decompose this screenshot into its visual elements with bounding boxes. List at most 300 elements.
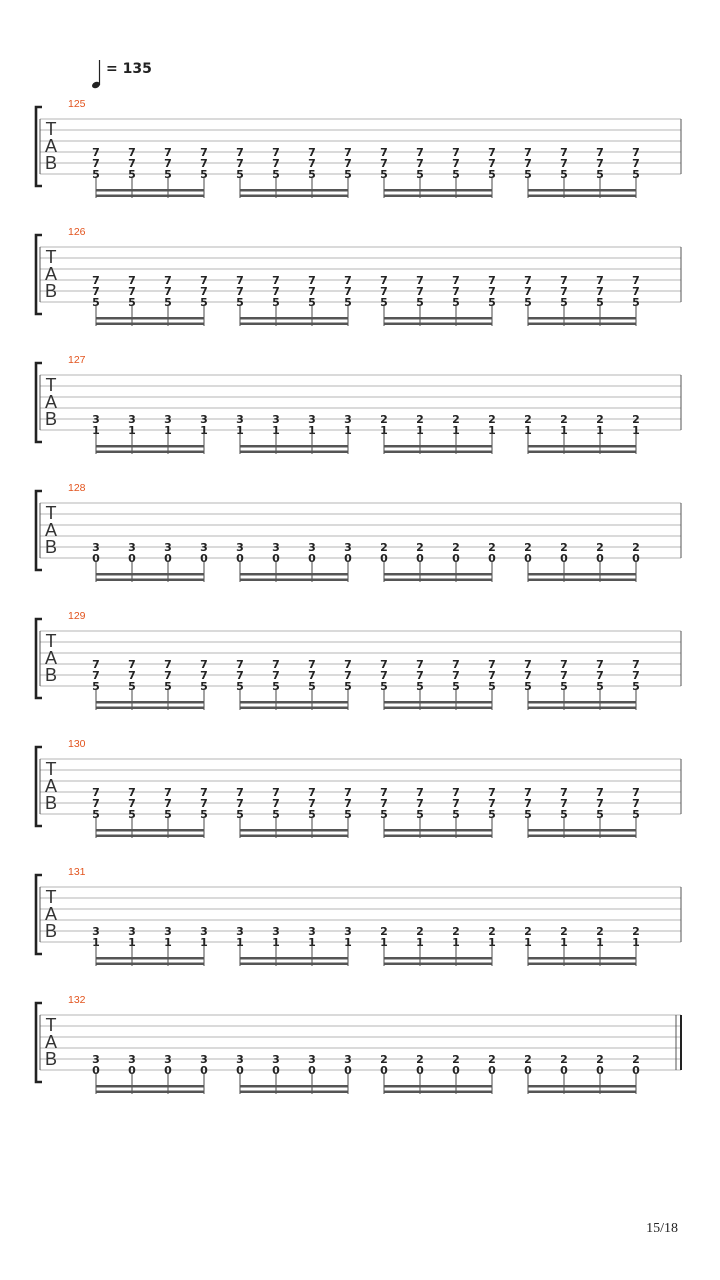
fret-number: 0 <box>632 1064 640 1077</box>
fret-number: 7 <box>92 274 100 287</box>
fret-number: 7 <box>524 285 532 298</box>
fret-number: 7 <box>344 274 352 287</box>
fret-number: 0 <box>236 1064 244 1077</box>
fret-number: 7 <box>308 797 316 810</box>
fret-number: 5 <box>236 808 244 821</box>
fret-number: 7 <box>272 786 280 799</box>
fret-number: 1 <box>524 936 532 949</box>
beam <box>96 829 205 832</box>
fret-number: 7 <box>272 285 280 298</box>
fret-number: 3 <box>92 541 100 554</box>
fret-number: 7 <box>596 669 604 682</box>
measure-130 <box>36 738 681 838</box>
beam <box>240 317 349 320</box>
fret-number: 1 <box>524 424 532 437</box>
fret-number: 7 <box>416 797 424 810</box>
fret-number: 5 <box>452 296 460 309</box>
fret-number: 1 <box>272 424 280 437</box>
measure-126 <box>36 226 681 326</box>
fret-number: 7 <box>308 786 316 799</box>
fret-number: 7 <box>272 658 280 671</box>
fret-number: 7 <box>92 285 100 298</box>
fret-number: 0 <box>128 552 136 565</box>
fret-number: 3 <box>164 413 172 426</box>
fret-number: 7 <box>272 274 280 287</box>
fret-number: 5 <box>416 296 424 309</box>
fret-number: 2 <box>524 1053 532 1066</box>
fret-number: 7 <box>416 285 424 298</box>
beam <box>528 1091 637 1094</box>
fret-number: 2 <box>488 413 496 426</box>
fret-number: 7 <box>272 669 280 682</box>
fret-number: 7 <box>560 285 568 298</box>
fret-number: 7 <box>128 797 136 810</box>
fret-number: 5 <box>128 168 136 181</box>
fret-number: 5 <box>632 296 640 309</box>
beam <box>96 1091 205 1094</box>
fret-number: 2 <box>488 925 496 938</box>
beam <box>240 451 349 454</box>
fret-number: 7 <box>344 146 352 159</box>
tab-clef-letter: A <box>44 136 58 156</box>
tab-clef-letter: T <box>45 375 57 395</box>
fret-number: 5 <box>236 168 244 181</box>
tab-clef-letter: B <box>44 153 58 173</box>
fret-number: 5 <box>344 168 352 181</box>
fret-number: 1 <box>344 424 352 437</box>
fret-number: 7 <box>200 285 208 298</box>
fret-number: 5 <box>416 168 424 181</box>
fret-number: 7 <box>92 786 100 799</box>
fret-number: 7 <box>596 797 604 810</box>
fret-number: 5 <box>272 168 280 181</box>
fret-number: 7 <box>560 274 568 287</box>
beam <box>96 835 205 838</box>
fret-number: 0 <box>164 552 172 565</box>
fret-number: 7 <box>632 285 640 298</box>
fret-number: 5 <box>632 168 640 181</box>
fret-number: 5 <box>596 808 604 821</box>
fret-number: 5 <box>308 296 316 309</box>
fret-number: 5 <box>596 168 604 181</box>
fret-number: 2 <box>560 925 568 938</box>
fret-number: 7 <box>452 658 460 671</box>
fret-number: 0 <box>272 1064 280 1077</box>
fret-number: 2 <box>632 1053 640 1066</box>
fret-number: 7 <box>380 157 388 170</box>
fret-number: 3 <box>308 413 316 426</box>
fret-number: 7 <box>344 285 352 298</box>
fret-number: 3 <box>164 541 172 554</box>
beam <box>384 1085 493 1088</box>
fret-number: 2 <box>560 413 568 426</box>
fret-number: 5 <box>380 808 388 821</box>
fret-number: 5 <box>560 296 568 309</box>
fret-number: 7 <box>416 157 424 170</box>
fret-number: 0 <box>344 1064 352 1077</box>
fret-number: 3 <box>200 541 208 554</box>
beam <box>96 1085 205 1088</box>
beam <box>384 701 493 704</box>
fret-number: 3 <box>272 925 280 938</box>
fret-number: 5 <box>524 808 532 821</box>
fret-number: 5 <box>560 168 568 181</box>
fret-number: 7 <box>164 157 172 170</box>
fret-number: 1 <box>164 424 172 437</box>
fret-number: 7 <box>236 146 244 159</box>
fret-number: 7 <box>488 285 496 298</box>
fret-number: 2 <box>380 1053 388 1066</box>
fret-number: 3 <box>272 541 280 554</box>
fret-number: 2 <box>452 1053 460 1066</box>
tab-clef-letter: A <box>44 648 58 668</box>
fret-number: 7 <box>380 274 388 287</box>
beam <box>384 445 493 448</box>
fret-number: 3 <box>344 925 352 938</box>
beam <box>240 323 349 326</box>
beam <box>240 1085 349 1088</box>
beam <box>528 195 637 198</box>
fret-number: 2 <box>416 541 424 554</box>
fret-number: 5 <box>488 168 496 181</box>
fret-number: 7 <box>308 658 316 671</box>
tab-clef-letter: B <box>44 665 58 685</box>
fret-number: 0 <box>92 552 100 565</box>
beam <box>528 323 637 326</box>
fret-number: 7 <box>452 146 460 159</box>
fret-number: 5 <box>200 296 208 309</box>
fret-number: 7 <box>200 157 208 170</box>
fret-number: 7 <box>380 669 388 682</box>
tab-clef-letter: A <box>44 1032 58 1052</box>
fret-number: 7 <box>380 658 388 671</box>
beam <box>240 189 349 192</box>
fret-number: 7 <box>524 146 532 159</box>
fret-number: 5 <box>452 680 460 693</box>
fret-number: 1 <box>560 424 568 437</box>
fret-number: 7 <box>200 146 208 159</box>
measure-127 <box>36 354 681 454</box>
fret-number: 2 <box>416 413 424 426</box>
fret-number: 7 <box>524 797 532 810</box>
fret-number: 5 <box>524 168 532 181</box>
measure-128 <box>36 482 681 582</box>
fret-number: 5 <box>380 296 388 309</box>
fret-number: 0 <box>200 1064 208 1077</box>
fret-number: 0 <box>452 552 460 565</box>
beam <box>240 957 349 960</box>
fret-number: 2 <box>416 1053 424 1066</box>
fret-number: 7 <box>524 274 532 287</box>
fret-number: 5 <box>308 168 316 181</box>
fret-number: 5 <box>560 680 568 693</box>
fret-number: 7 <box>236 797 244 810</box>
fret-number: 2 <box>452 413 460 426</box>
fret-number: 5 <box>344 808 352 821</box>
fret-number: 1 <box>560 936 568 949</box>
fret-number: 7 <box>164 786 172 799</box>
fret-number: 1 <box>128 936 136 949</box>
fret-number: 7 <box>128 786 136 799</box>
measure-number: 131 <box>68 866 86 878</box>
fret-number: 7 <box>596 146 604 159</box>
tab-clef-letter: A <box>44 264 58 284</box>
beam <box>528 707 637 710</box>
fret-number: 1 <box>92 424 100 437</box>
fret-number: 5 <box>92 808 100 821</box>
fret-number: 1 <box>344 936 352 949</box>
measure-number: 126 <box>68 226 86 238</box>
fret-number: 5 <box>524 680 532 693</box>
fret-number: 3 <box>236 413 244 426</box>
fret-number: 5 <box>128 808 136 821</box>
fret-number: 7 <box>200 797 208 810</box>
fret-number: 0 <box>308 552 316 565</box>
fret-number: 2 <box>596 1053 604 1066</box>
fret-number: 2 <box>380 541 388 554</box>
fret-number: 7 <box>128 669 136 682</box>
fret-number: 7 <box>308 669 316 682</box>
fret-number: 3 <box>200 1053 208 1066</box>
fret-number: 7 <box>632 658 640 671</box>
tab-clef-letter: A <box>44 776 58 796</box>
fret-number: 5 <box>308 680 316 693</box>
measure-number: 125 <box>68 98 86 110</box>
tab-clef-letter: T <box>45 887 57 907</box>
fret-number: 7 <box>560 797 568 810</box>
fret-number: 7 <box>164 669 172 682</box>
fret-number: 7 <box>344 786 352 799</box>
fret-number: 7 <box>452 157 460 170</box>
fret-number: 5 <box>236 296 244 309</box>
beam <box>384 835 493 838</box>
fret-number: 5 <box>164 680 172 693</box>
fret-number: 1 <box>236 936 244 949</box>
fret-number: 7 <box>632 146 640 159</box>
fret-number: 7 <box>632 274 640 287</box>
fret-number: 5 <box>380 168 388 181</box>
measure-125 <box>36 98 681 198</box>
fret-number: 2 <box>632 925 640 938</box>
fret-number: 2 <box>524 541 532 554</box>
beam <box>384 1091 493 1094</box>
fret-number: 0 <box>380 552 388 565</box>
fret-number: 7 <box>128 157 136 170</box>
tab-clef-letter: B <box>44 921 58 941</box>
beam <box>384 451 493 454</box>
fret-number: 0 <box>524 1064 532 1077</box>
fret-number: 5 <box>488 680 496 693</box>
page-number: 15/18 <box>646 1221 678 1236</box>
fret-number: 7 <box>524 786 532 799</box>
fret-number: 5 <box>272 808 280 821</box>
fret-number: 5 <box>416 680 424 693</box>
fret-number: 7 <box>488 658 496 671</box>
fret-number: 1 <box>488 424 496 437</box>
fret-number: 1 <box>200 936 208 949</box>
fret-number: 7 <box>452 786 460 799</box>
fret-number: 1 <box>452 936 460 949</box>
fret-number: 3 <box>164 925 172 938</box>
fret-number: 5 <box>200 808 208 821</box>
fret-number: 5 <box>200 168 208 181</box>
tab-clef-letter: B <box>44 793 58 813</box>
beam <box>96 573 205 576</box>
fret-number: 7 <box>164 797 172 810</box>
fret-number: 1 <box>416 424 424 437</box>
beam <box>528 445 637 448</box>
measure-number: 129 <box>68 610 86 622</box>
beam <box>528 579 637 582</box>
fret-number: 7 <box>488 146 496 159</box>
fret-number: 0 <box>416 552 424 565</box>
tab-clef-letter: T <box>45 759 57 779</box>
fret-number: 5 <box>416 808 424 821</box>
fret-number: 5 <box>200 680 208 693</box>
fret-number: 0 <box>308 1064 316 1077</box>
fret-number: 0 <box>164 1064 172 1077</box>
tab-clef-letter: A <box>44 520 58 540</box>
beam <box>528 957 637 960</box>
measure-132 <box>36 994 681 1094</box>
fret-number: 0 <box>632 552 640 565</box>
fret-number: 7 <box>164 658 172 671</box>
fret-number: 3 <box>200 413 208 426</box>
fret-number: 7 <box>416 669 424 682</box>
fret-number: 0 <box>524 552 532 565</box>
fret-number: 2 <box>596 541 604 554</box>
fret-number: 3 <box>128 1053 136 1066</box>
fret-number: 5 <box>632 680 640 693</box>
tab-clef-letter: T <box>45 1015 57 1035</box>
beam <box>240 829 349 832</box>
fret-number: 0 <box>560 552 568 565</box>
fret-number: 7 <box>380 146 388 159</box>
fret-number: 0 <box>380 1064 388 1077</box>
fret-number: 2 <box>452 925 460 938</box>
beam <box>528 963 637 966</box>
fret-number: 7 <box>128 285 136 298</box>
fret-number: 7 <box>560 157 568 170</box>
fret-number: 5 <box>272 680 280 693</box>
fret-number: 5 <box>596 680 604 693</box>
fret-number: 2 <box>632 413 640 426</box>
beam <box>528 835 637 838</box>
fret-number: 7 <box>344 658 352 671</box>
fret-number: 7 <box>488 274 496 287</box>
beam <box>96 707 205 710</box>
fret-number: 7 <box>524 157 532 170</box>
fret-number: 7 <box>560 146 568 159</box>
beam <box>240 701 349 704</box>
fret-number: 7 <box>92 669 100 682</box>
fret-number: 2 <box>488 541 496 554</box>
fret-number: 7 <box>272 146 280 159</box>
tempo-text: = 135 <box>106 61 152 77</box>
fret-number: 0 <box>200 552 208 565</box>
fret-number: 5 <box>596 296 604 309</box>
fret-number: 7 <box>128 658 136 671</box>
fret-number: 7 <box>380 285 388 298</box>
fret-number: 7 <box>488 797 496 810</box>
fret-number: 1 <box>380 424 388 437</box>
fret-number: 3 <box>308 541 316 554</box>
fret-number: 0 <box>128 1064 136 1077</box>
fret-number: 5 <box>488 296 496 309</box>
tab-clef-letter: A <box>44 392 58 412</box>
fret-number: 3 <box>344 413 352 426</box>
fret-number: 5 <box>632 808 640 821</box>
fret-number: 5 <box>92 680 100 693</box>
fret-number: 5 <box>164 808 172 821</box>
fret-number: 7 <box>632 786 640 799</box>
fret-number: 1 <box>128 424 136 437</box>
fret-number: 7 <box>488 786 496 799</box>
fret-number: 5 <box>164 296 172 309</box>
beam <box>96 451 205 454</box>
fret-number: 7 <box>596 285 604 298</box>
fret-number: 1 <box>308 424 316 437</box>
fret-number: 1 <box>596 424 604 437</box>
fret-number: 1 <box>380 936 388 949</box>
fret-number: 2 <box>380 413 388 426</box>
fret-number: 0 <box>488 1064 496 1077</box>
fret-number: 7 <box>596 157 604 170</box>
fret-number: 2 <box>596 925 604 938</box>
fret-number: 5 <box>128 296 136 309</box>
fret-number: 5 <box>236 680 244 693</box>
beam <box>384 189 493 192</box>
fret-number: 3 <box>128 413 136 426</box>
fret-number: 7 <box>92 146 100 159</box>
tab-clef-letter: T <box>45 503 57 523</box>
fret-number: 7 <box>344 669 352 682</box>
fret-number: 0 <box>596 552 604 565</box>
fret-number: 2 <box>416 925 424 938</box>
tab-clef-letter: B <box>44 537 58 557</box>
fret-number: 0 <box>416 1064 424 1077</box>
fret-number: 3 <box>272 1053 280 1066</box>
tab-clef-letter: B <box>44 1049 58 1069</box>
fret-number: 7 <box>632 669 640 682</box>
fret-number: 7 <box>308 285 316 298</box>
measure-number: 130 <box>68 738 86 750</box>
fret-number: 7 <box>128 146 136 159</box>
beam <box>528 1085 637 1088</box>
beam <box>240 707 349 710</box>
fret-number: 3 <box>92 413 100 426</box>
fret-number: 3 <box>308 1053 316 1066</box>
fret-number: 2 <box>524 413 532 426</box>
beam <box>384 957 493 960</box>
fret-number: 7 <box>632 157 640 170</box>
fret-number: 7 <box>344 797 352 810</box>
measure-131 <box>36 866 681 966</box>
beam <box>96 957 205 960</box>
fret-number: 7 <box>272 797 280 810</box>
fret-number: 0 <box>488 552 496 565</box>
beam <box>384 579 493 582</box>
fret-number: 3 <box>236 1053 244 1066</box>
beam <box>96 445 205 448</box>
fret-number: 7 <box>488 669 496 682</box>
fret-number: 1 <box>308 936 316 949</box>
tab-clef-letter: T <box>45 119 57 139</box>
fret-number: 2 <box>452 541 460 554</box>
fret-number: 7 <box>416 146 424 159</box>
fret-number: 5 <box>524 296 532 309</box>
fret-number: 7 <box>524 669 532 682</box>
